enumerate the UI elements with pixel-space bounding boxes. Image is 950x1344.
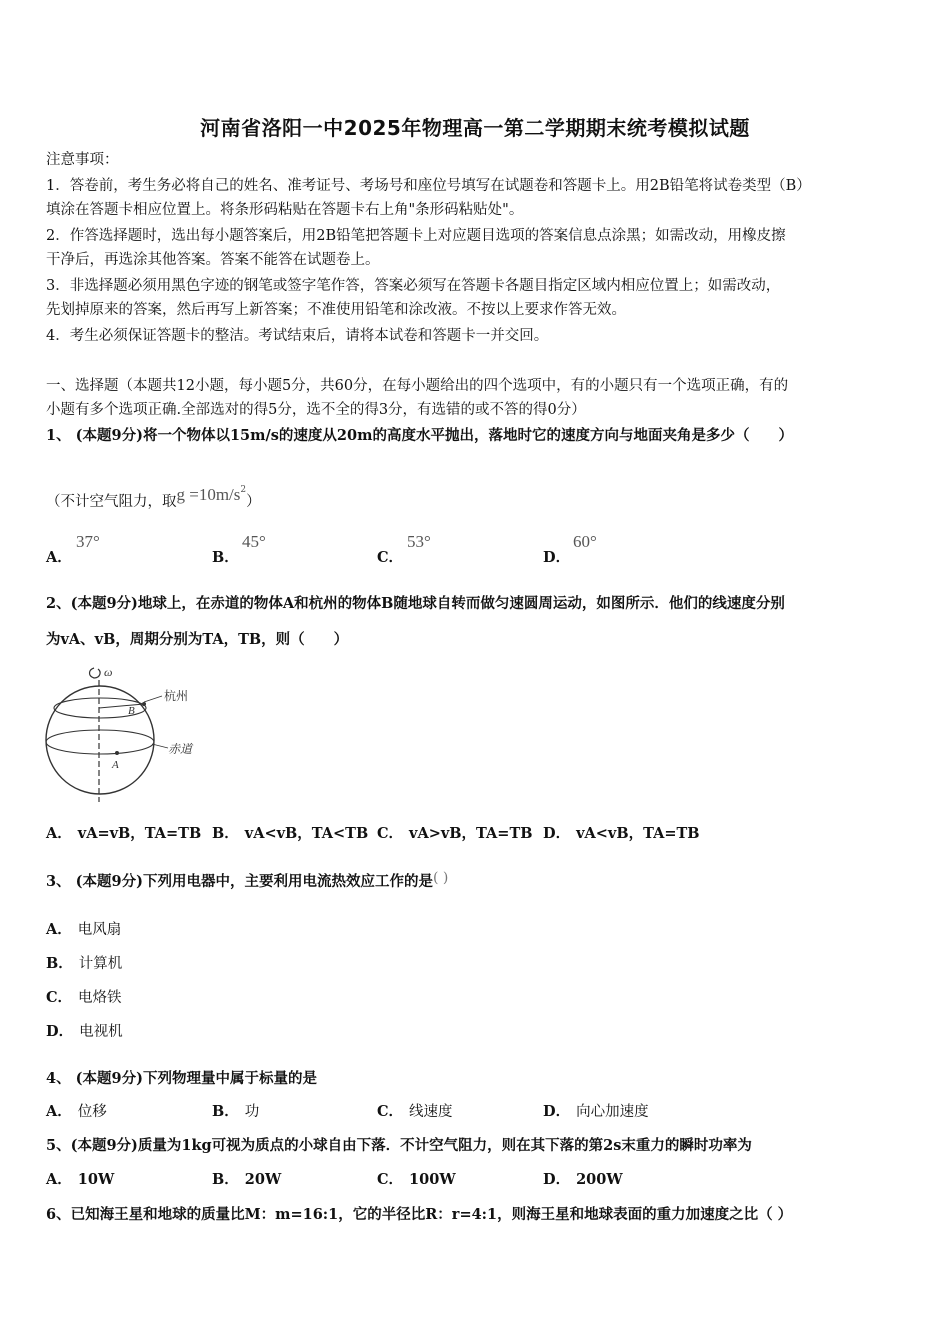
q3-option-d[interactable]: D． 电视机 <box>46 1023 123 1040</box>
notice-line: 2．作答选择题时，选出每小题答案后，用2B铅笔把答题卡上对应题目选项的答案信息点涂黑；如需改动，用橡皮擦 <box>46 228 786 244</box>
q2-option-b[interactable]: B． vA<vB，TA<TB <box>212 825 369 842</box>
q5-option-d[interactable]: D． 200W <box>543 1171 623 1188</box>
q3-option-c[interactable]: C． 电烙铁 <box>46 989 122 1006</box>
pointer-hangzhou <box>144 696 162 702</box>
q1-option-c[interactable]: C． <box>377 549 404 566</box>
hint-suffix: ） <box>246 493 261 510</box>
q1-option-b[interactable]: B． <box>212 549 239 566</box>
q1-option-a[interactable]: A． <box>46 549 72 566</box>
figure-label-hangzhou: 杭州 <box>164 689 189 703</box>
figure-label-b: B <box>128 705 135 717</box>
q4-option-d[interactable]: D． 向心加速度 <box>543 1103 649 1120</box>
hint-formula: g =10m/s <box>176 484 241 504</box>
q1-option-c-value: 53° <box>407 532 431 551</box>
q1-option-d-value: 60° <box>573 532 597 551</box>
question-2-stem-cont: 为vA、vB，周期分别为TA，TB，则（ ） <box>46 631 349 648</box>
hint-prefix: （不计空气阻力，取 <box>46 493 177 510</box>
notice-line: 干净后，再选涂其他答案。答案不能答在试题卷上。 <box>46 252 380 268</box>
page-title: 河南省洛阳一中2025年物理高一第二学期期末统考模拟试题 <box>200 116 750 140</box>
question-1-stem: 1、 (本题9分)将一个物体以15m/s的速度从20m的高度水平抛出，落地时它的速度方向与地面夹角是多少（ ） <box>46 427 793 444</box>
figure-label-a: A <box>112 759 119 771</box>
earth-rotation-figure <box>44 660 204 808</box>
q1-option-d[interactable]: D． <box>543 549 571 566</box>
question-3-stem: 3、 (本题9分)下列用电器中，主要利用电流热效应工作的是( ) <box>46 870 449 890</box>
notice-line: 1．答卷前，考生务必将自己的姓名、准考证号、考场号和座位号填写在试题卷和答题卡上。用2B铅笔将试卷类型（B） <box>46 178 811 194</box>
q4-option-c[interactable]: C． 线速度 <box>377 1103 453 1120</box>
hint-formula-exponent: 2 <box>240 485 247 495</box>
q2-option-c[interactable]: C． vA>vB，TA=TB <box>377 825 533 842</box>
notice-heading: 注意事项： <box>46 152 119 168</box>
question-4-stem: 4、 (本题9分)下列物理量中属于标量的是 <box>46 1070 317 1087</box>
q5-option-c[interactable]: C． 100W <box>377 1171 456 1188</box>
question-6-stem: 6、已知海王星和地球的质量比M：m=16:1，它的半径比R：r=4:1，则海王星和地球表面的重力加速度之比（ ） <box>46 1206 793 1223</box>
q2-option-d[interactable]: D． vA<vB，TA=TB <box>543 825 700 842</box>
point-a <box>115 751 119 755</box>
figure-label-omega: ω <box>104 665 113 679</box>
q1-option-b-value: 45° <box>242 532 266 551</box>
q4-option-a[interactable]: A． 位移 <box>46 1103 107 1120</box>
answer-bracket: ( ) <box>432 870 449 886</box>
notice-line: 4．考生必须保证答题卡的整洁。考试结束后，请将本试卷和答题卡一并交回。 <box>46 328 549 344</box>
q3-option-a[interactable]: A． 电风扇 <box>46 921 122 938</box>
question-1-hint <box>46 484 261 512</box>
question-2-stem: 2、(本题9分)地球上，在赤道的物体A和杭州的物体B随地球自转而做匀速圆周运动，如图所示．他们的线速度分别 <box>46 595 785 612</box>
notice-line: 填涂在答题卡相应位置上。将条形码粘贴在答题卡右上角"条形码粘贴处"。 <box>46 202 524 218</box>
figure-label-equator: 赤道 <box>168 742 193 756</box>
q1-option-a-value: 37° <box>76 532 100 551</box>
section-heading: 小题有多个选项正确.全部选对的得5分，选不全的得3分，有选错的或不答的得0分） <box>46 402 586 418</box>
rotation-arrow-icon <box>90 668 101 678</box>
q5-option-b[interactable]: B． 20W <box>212 1171 282 1188</box>
q5-option-a[interactable]: A． 10W <box>46 1171 115 1188</box>
question-5-stem: 5、(本题9分)质量为1kg可视为质点的小球自由下落．不计空气阻力，则在其下落的第2s末重力的瞬时功率为 <box>46 1137 752 1154</box>
pointer-equator <box>152 744 168 748</box>
notice-line: 先划掉原来的答案，然后再写上新答案；不准使用铅笔和涂改液。不按以上要求作答无效。 <box>46 302 626 318</box>
section-heading: 一、选择题（本题共12小题，每小题5分，共60分，在每小题给出的四个选项中，有的小题只有一个选项正确，有的 <box>46 378 789 394</box>
radius-b <box>99 704 144 708</box>
q3-option-b[interactable]: B． 计算机 <box>46 955 123 972</box>
point-b <box>142 702 146 706</box>
q2-option-a[interactable]: A． vA=vB，TA=TB <box>46 825 202 842</box>
equator-circle <box>46 730 154 754</box>
q4-option-b[interactable]: B． 功 <box>212 1103 260 1120</box>
notice-line: 3．非选择题必须用黑色字迹的钢笔或签字笔作答，答案必须写在答题卡各题目指定区域内相应位置上；如需改动， <box>46 278 781 294</box>
